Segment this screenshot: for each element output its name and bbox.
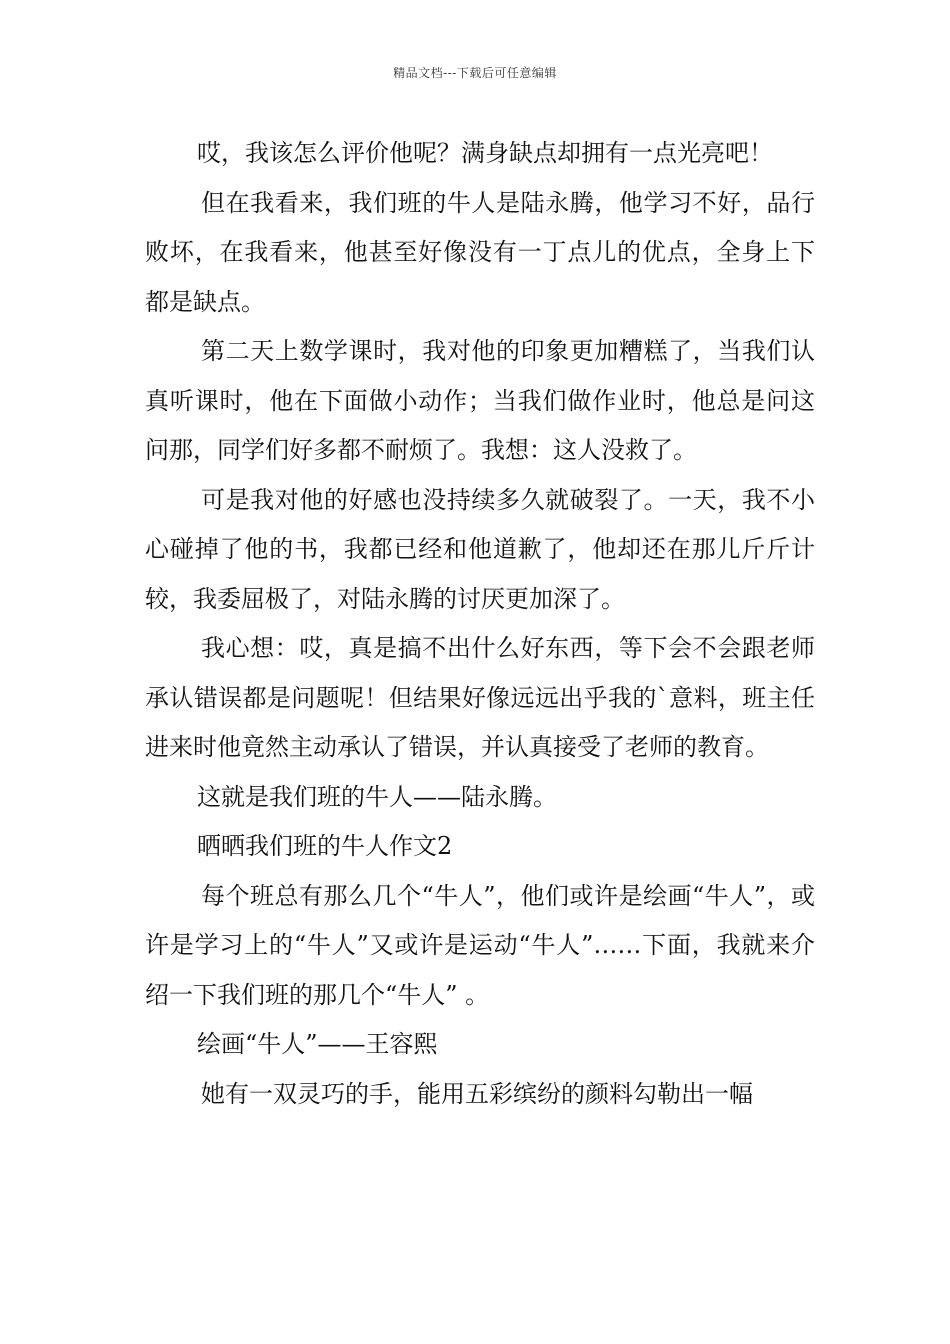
paragraph-4: 可是我对他的好感也没持续多久就破裂了。一天，我不小心碰掉了他的书，我都已经和他道歉了，他却还在那儿斤斤计较，我委屈极了，对陆永腾的讨厌更加深了。 [145, 485, 815, 613]
subsection-heading: 绘画“牛人”——王容熙 [197, 1030, 438, 1058]
paragraph-5: 我心想：哎，真是搞不出什么好东西，等下会不会跟老师承认错误都是问题呢！但结果好像远远出乎我的`意料，班主任进来时他竟然主动承认了错误，并认真接受了老师的教育。 [145, 634, 815, 761]
paragraph-1: 哎，我该怎么评价他呢？满身缺点却拥有一点光亮吧！ [197, 139, 773, 167]
paragraph-2: 但在我看来，我们班的牛人是陆永腾，他学习不好，品行败坏，在我看来，他甚至好像没有一丁点儿的优点，全身上下都是缺点。 [145, 188, 815, 316]
paragraph-3: 第二天上数学课时，我对他的印象更加糟糕了，当我们认真听课时，他在下面做小动作；当我们做作业时，他总是问这问那，同学们好多都不耐烦了。我想：这人没救了。 [145, 337, 815, 464]
paragraph-7: 每个班总有那么几个“牛人”，他们或许是绘画“牛人”，或许是学习上的“牛人”又或许是运动“牛人”……下面，我就来介绍一下我们班的那几个“牛人” 。 [145, 881, 815, 1009]
paragraph-8: 她有一双灵巧的手，能用五彩缤纷的颜料勾勒出一幅 [201, 1079, 753, 1108]
paragraph-6: 这就是我们班的牛人——陆永腾。 [197, 782, 557, 811]
document-body [145, 129, 815, 1119]
section-heading: 晒晒我们班的牛人作文2 [197, 832, 453, 860]
page-header: 精品文档---下载后可任意编辑 [393, 66, 557, 80]
